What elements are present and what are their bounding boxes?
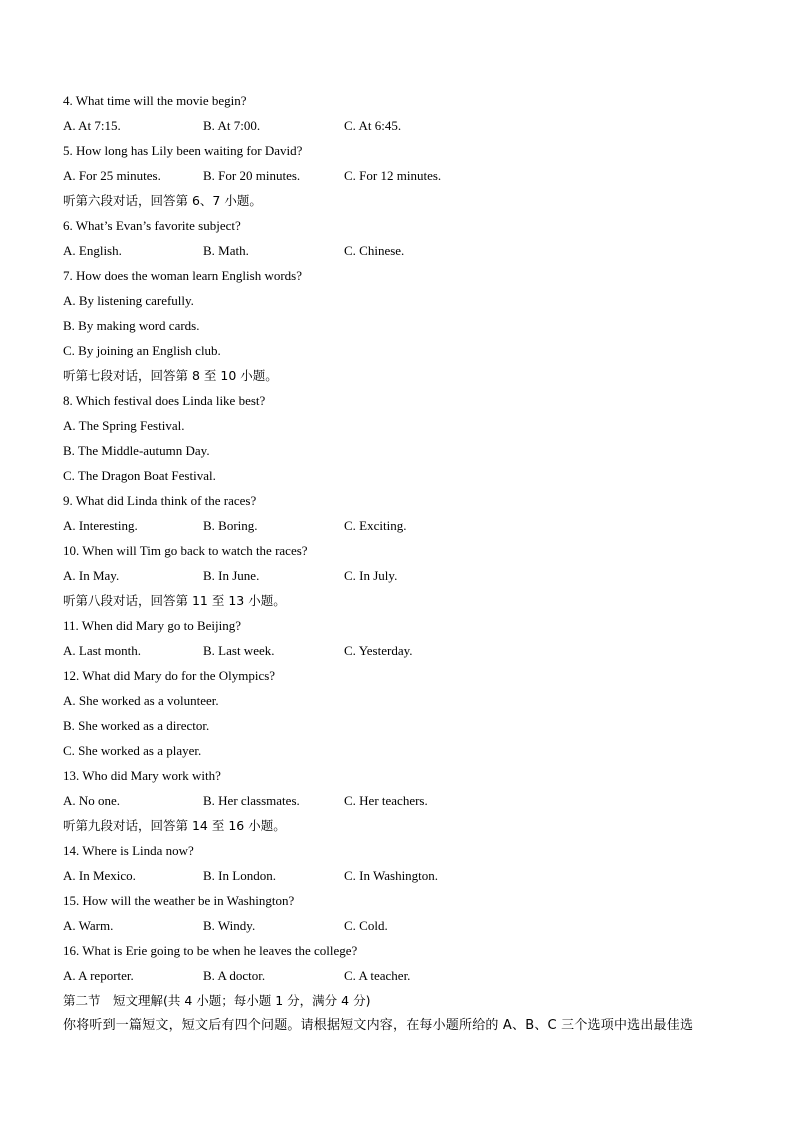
option-a: A. Warm. <box>63 918 114 933</box>
option-row <box>63 788 743 813</box>
option-c: C. Chinese. <box>344 243 405 258</box>
option-b: B. Windy. <box>203 918 256 933</box>
option-a: A. At 7:15. <box>63 118 121 133</box>
option-row <box>63 163 743 188</box>
option-a: A. English. <box>63 243 122 258</box>
question-line: C. The Dragon Boat Festival. <box>63 468 216 483</box>
option-c: C. Exciting. <box>344 518 407 533</box>
option-b: B. In London. <box>203 868 276 883</box>
section-heading: 第二节 短文理解(共 4 小题；每小题 1 分，满分 4 分) <box>63 993 371 1008</box>
question-line: 12. What did Mary do for the Olympics? <box>63 668 276 683</box>
question-line: 4. What time will the movie begin? <box>63 93 247 108</box>
option-row <box>63 238 743 263</box>
question-line: B. By making word cards. <box>63 318 200 333</box>
option-a: A. Last month. <box>63 643 141 658</box>
exam-page <box>63 88 743 1038</box>
option-a: A. In Mexico. <box>63 868 136 883</box>
question-line: 13. Who did Mary work with? <box>63 768 221 783</box>
option-c: C. In July. <box>344 568 398 583</box>
option-b: B. Last week. <box>203 643 275 658</box>
question-line: 15. How will the weather be in Washington? <box>63 893 295 908</box>
question-line: B. She worked as a director. <box>63 718 210 733</box>
option-a: A. Interesting. <box>63 518 138 533</box>
option-b: B. Her classmates. <box>203 793 300 808</box>
question-line: 6. What’s Evan’s favorite subject? <box>63 218 241 233</box>
option-a: A. For 25 minutes. <box>63 168 161 183</box>
question-line: C. By joining an English club. <box>63 343 221 358</box>
option-b: B. Boring. <box>203 518 258 533</box>
option-c: C. For 12 minutes. <box>344 168 442 183</box>
option-row <box>63 913 743 938</box>
section-heading: 听第八段对话，回答第 11 至 13 小题。 <box>63 593 286 608</box>
option-a: A. A reporter. <box>63 968 134 983</box>
option-c: C. Yesterday. <box>344 643 413 658</box>
question-line: B. The Middle-autumn Day. <box>63 443 210 458</box>
section-instruction: 你将听到一篇短文，短文后有四个问题。请根据短文内容，在每小题所给的 A、B、C 三个选项中选出最佳选 <box>63 1018 694 1033</box>
section-heading: 听第六段对话，回答第 6、7 小题。 <box>63 193 262 208</box>
question-line: C. She worked as a player. <box>63 743 202 758</box>
option-c: C. Cold. <box>344 918 388 933</box>
option-b: B. A doctor. <box>203 968 266 983</box>
question-line: 9. What did Linda think of the races? <box>63 493 257 508</box>
option-row <box>63 638 743 663</box>
question-line: 5. How long has Lily been waiting for David? <box>63 143 303 158</box>
option-row <box>63 513 743 538</box>
question-line: 8. Which festival does Linda like best? <box>63 393 266 408</box>
section-heading: 听第九段对话，回答第 14 至 16 小题。 <box>63 818 286 833</box>
option-c: C. A teacher. <box>344 968 411 983</box>
question-line: A. She worked as a volunteer. <box>63 693 219 708</box>
option-row <box>63 113 743 138</box>
option-b: B. At 7:00. <box>203 118 261 133</box>
option-row <box>63 863 743 888</box>
question-line: 7. How does the woman learn English words? <box>63 268 303 283</box>
question-line: 16. What is Erie going to be when he leaves the college? <box>63 943 358 958</box>
option-c: C. At 6:45. <box>344 118 402 133</box>
question-line: A. By listening carefully. <box>63 293 194 308</box>
option-a: A. In May. <box>63 568 120 583</box>
option-b: B. For 20 minutes. <box>203 168 301 183</box>
option-b: B. Math. <box>203 243 249 258</box>
question-line: 10. When will Tim go back to watch the races? <box>63 543 308 558</box>
section-heading: 听第七段对话，回答第 8 至 10 小题。 <box>63 368 278 383</box>
option-b: B. In June. <box>203 568 260 583</box>
question-line: 11. When did Mary go to Beijing? <box>63 618 242 633</box>
question-line: 14. Where is Linda now? <box>63 843 194 858</box>
option-a: A. No one. <box>63 793 121 808</box>
option-c: C. In Washington. <box>344 868 439 883</box>
option-row <box>63 563 743 588</box>
option-c: C. Her teachers. <box>344 793 428 808</box>
question-line: A. The Spring Festival. <box>63 418 185 433</box>
option-row <box>63 963 743 988</box>
